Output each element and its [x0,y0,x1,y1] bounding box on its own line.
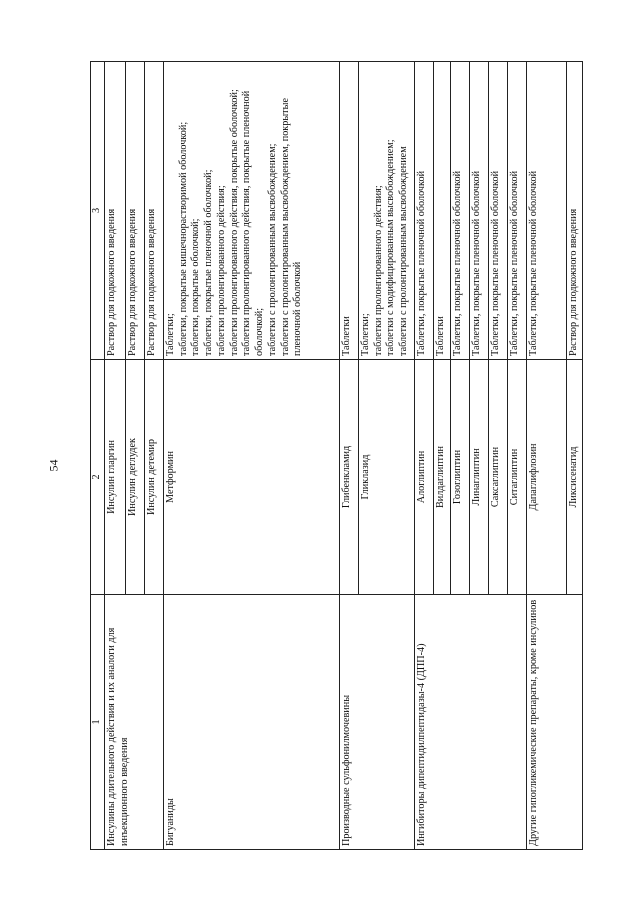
form-cell [163,62,339,360]
form-line: таблетки, покрытые оболочкой; [190,218,202,356]
drug-cell: Метформин [163,360,339,595]
table-row [339,62,358,850]
form-cell [433,62,450,360]
form-cell [104,62,125,360]
drug-cell: Вилдаглиптин [433,360,450,595]
drug-cell: Алоглиптин [414,360,433,595]
form-line: таблетки с пролонгированным высвобождением; [266,143,278,356]
form-line: Таблетки; [359,313,371,356]
group-cell: Инсулины длительного действия и их аналоги для инъекционного введения [104,595,163,850]
table-row [104,62,125,850]
form-cell [339,62,358,360]
form-line: Раствор для подкожного введения [567,208,579,356]
group-cell: Производные сульфонилмочевины [339,595,414,850]
form-line: таблетки пролонгированного действия; [372,185,384,356]
col2-header: 2 [91,360,105,595]
group-cell: Другие гипогликемические препараты, кроме инсулинов [526,595,582,850]
form-cell [469,62,488,360]
form-line: Таблетки; [164,313,176,356]
drug-cell: Инсулин детемир [144,360,163,595]
form-line: Таблетки [340,316,352,356]
form-line: таблетки пролонгированного действия, покрытые оболочкой; [228,89,240,356]
drug-cell: Инсулин деглудек [125,360,144,595]
drug-cell: Саксаглиптин [488,360,507,595]
table-row [163,62,339,850]
table-row [414,62,433,850]
form-line: таблетки с пролонгированным высвобождением, покрытые пленочной оболочкой [279,98,304,356]
form-line: Раствор для подкожного введения [126,208,138,356]
drug-cell: Гозоглиптин [450,360,469,595]
form-line: таблетки пролонгированного действия; [215,185,227,356]
form-line: Таблетки [434,316,446,356]
form-cell [144,62,163,360]
form-cell [414,62,433,360]
form-line: Раствор для подкожного введения [145,208,157,356]
form-line: таблетки, покрытые кишечнорастворимой оболочкой; [177,121,189,356]
form-line: таблетки с модифицированным высвобождением; [385,139,397,356]
form-line: Таблетки, покрытые пленочной оболочкой [489,170,501,356]
group-cell: Бигуаниды [163,595,339,850]
header-row [91,62,105,850]
drug-cell: Глибенкламид [339,360,358,595]
form-line: таблетки, покрытые пленочной оболочкой; [203,169,214,356]
group-cell: Ингибиторы дипептидилпептидазы-4 (ДПП-4) [414,595,526,850]
form-cell [488,62,507,360]
drug-cell: Ликсисенатид [566,360,582,595]
drug-cell: Линаглиптин [469,360,488,595]
table-row [526,62,566,850]
form-line: Таблетки, покрытые пленочной оболочкой [415,170,427,356]
drug-cell: Дапаглифлозин [526,360,566,595]
form-line: таблетки пролонгированного действия, покрытые пленочной оболочкой; [241,90,265,356]
drug-cell: Гликлазид [358,360,414,595]
drug-cell: Инсулин гларгин [104,360,125,595]
col1-header: 1 [91,595,105,850]
form-line: Таблетки, покрытые пленочной оболочкой [527,170,539,356]
col3-header: 3 [91,62,105,360]
form-line: Таблетки, покрытые пленочной оболочкой [451,170,463,356]
form-cell [566,62,582,360]
rotated-table-container [90,62,579,850]
form-line: Таблетки, покрытые пленочной оболочкой [508,170,520,356]
form-line: Раствор для подкожного введения [105,208,117,356]
form-cell [507,62,526,360]
form-line: таблетки с пролонгированным высвобождением [398,146,409,356]
page-number: 54 [46,459,61,472]
form-cell [125,62,144,360]
form-cell [526,62,566,360]
form-cell [450,62,469,360]
drug-table [90,61,583,850]
form-line: Таблетки, покрытые пленочной оболочкой [470,170,482,356]
drug-cell: Ситаглиптин [507,360,526,595]
form-cell [358,62,414,360]
